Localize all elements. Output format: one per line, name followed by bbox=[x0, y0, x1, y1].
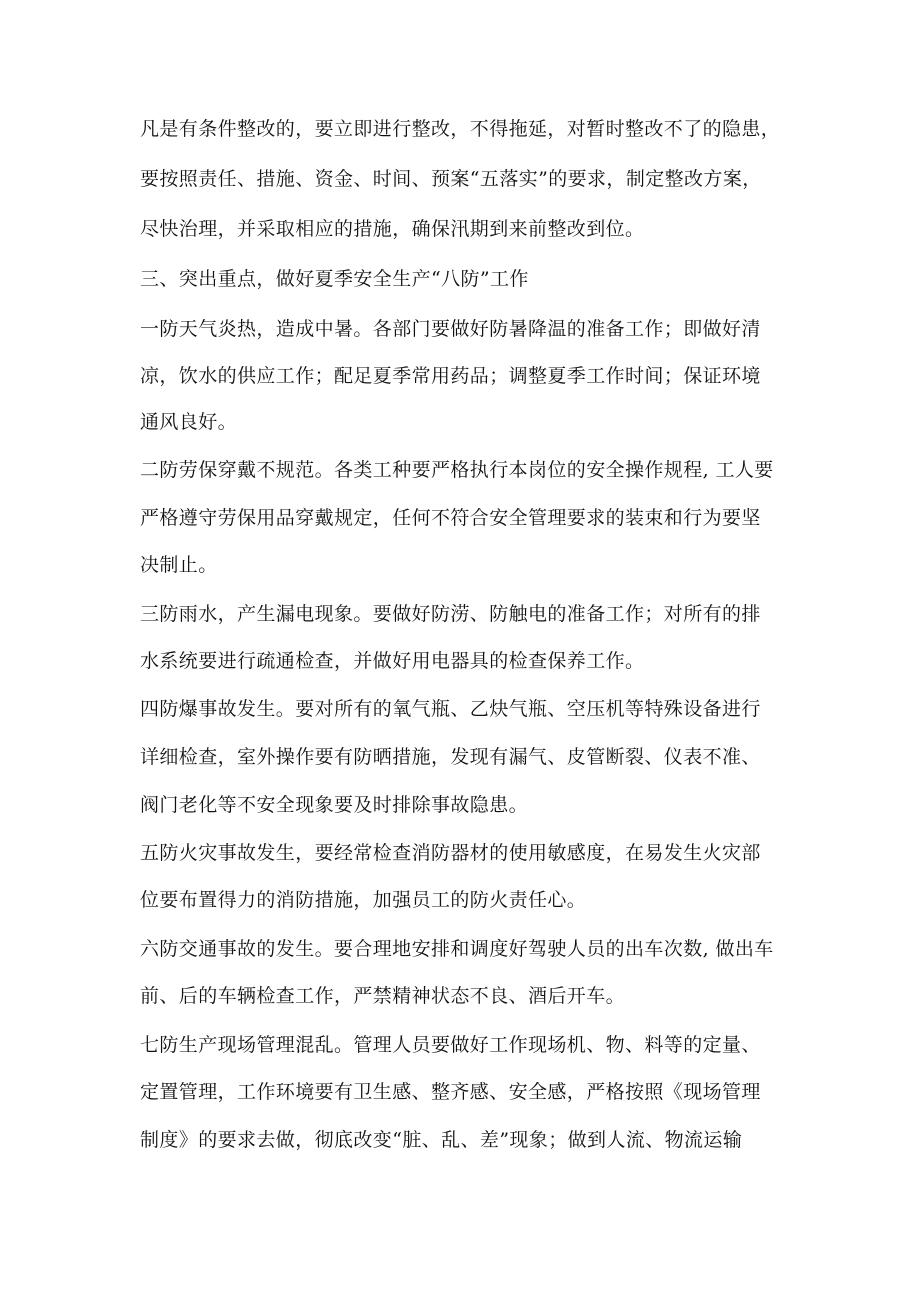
text-line: 三防雨水，产生漏电现象。要做好防涝、防触电的准备工作；对所有的排 bbox=[140, 603, 761, 625]
section-heading: 三、突出重点，做好夏季安全生产“八防”工作 bbox=[140, 268, 529, 290]
text-line: 详细检查，室外操作要有防晒措施，发现有漏气、皮管断裂、仪表不准、 bbox=[140, 746, 761, 768]
text-line: 五防火灾事故发生，要经常检查消防器材的使用敏感度，在易发生火灾部 bbox=[140, 842, 761, 864]
text-line: 制度》的要求去做，彻底改变“脏、乱、差”现象；做到人流、物流运输 bbox=[140, 1129, 743, 1151]
text-line: 前、后的车辆检查工作，严禁精神状态不良、酒后开车。 bbox=[140, 985, 626, 1007]
text-line: 一防天气炎热，造成中暑。各部门要做好防暑降温的准备工作；即做好清 bbox=[140, 318, 761, 340]
text-line: 凡是有条件整改的，要立即进行整改，不得拖延，对暂时整改不了的隐患， bbox=[140, 118, 781, 140]
text-line: 七防生产现场管理混乱。管理人员要做好工作现场机、物、料等的定量、 bbox=[140, 1034, 761, 1056]
text-line: 凉，饮水的供应工作；配足夏季常用药品；调整夏季工作时间；保证环境 bbox=[140, 365, 761, 387]
text-line: 阀门老化等不安全现象要及时排除事故隐患。 bbox=[140, 794, 529, 816]
text-line: 尽快治理，并采取相应的措施，确保汛期到来前整改到位。 bbox=[140, 218, 645, 240]
text-line: 严格遵守劳保用品穿戴规定，任何不符合安全管理要求的装束和行为要坚 bbox=[140, 507, 761, 529]
text-line: 要按照责任、措施、资金、时间、预案“五落实”的要求，制定整改方案， bbox=[140, 168, 762, 190]
text-line: 决制止。 bbox=[140, 554, 218, 576]
text-line: 二防劳保穿戴不规范。各类工种要严格执行本岗位的安全操作规程, 工人要 bbox=[140, 459, 774, 481]
text-line: 六防交通事故的发生。要合理地安排和调度好驾驶人员的出车次数, 做出车 bbox=[140, 938, 774, 960]
text-line: 通风良好。 bbox=[140, 411, 238, 433]
text-line: 位要布置得力的消防措施，加强员工的防火责任心。 bbox=[140, 889, 587, 911]
text-line: 水系统要进行疏通检查，并做好用电器具的检查保养工作。 bbox=[140, 650, 645, 672]
text-line: 定置管理，工作环境要有卫生感、整齐感、安全感，严格按照《现场管理 bbox=[140, 1081, 761, 1103]
text-line: 四防爆事故发生。要对所有的氧气瓶、乙炔气瓶、空压机等特殊设备进行 bbox=[140, 698, 761, 720]
